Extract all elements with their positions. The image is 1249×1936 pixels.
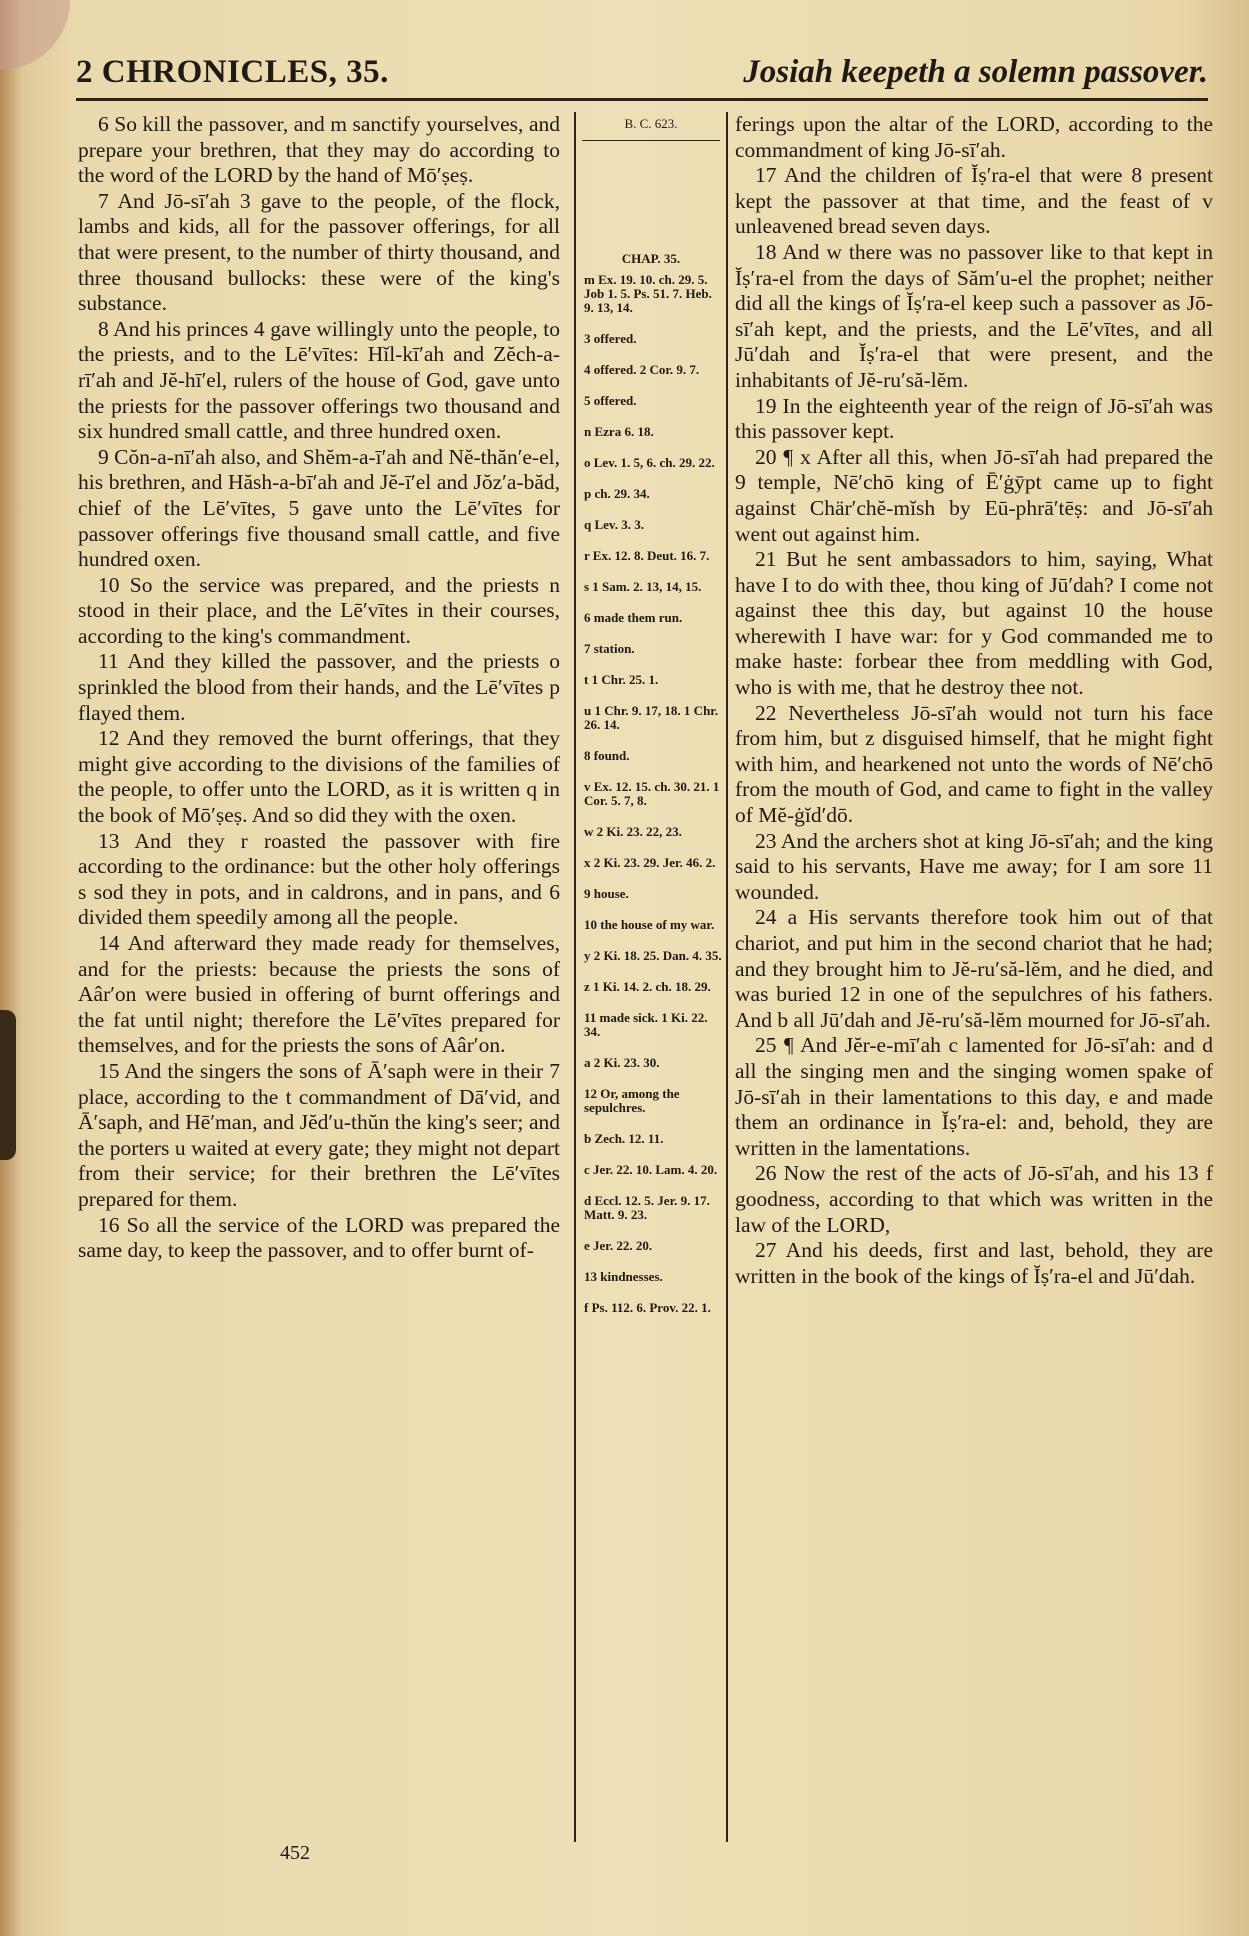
left-text-column bbox=[78, 112, 560, 1827]
verse: 15 And the singers the sons of Ā′saph were in their 7 place, according to the t commandment of Dā′vid, and Ā′saph, and Hē′man, and Jĕd′u-thŭn the king's seer; and the porters u waited at every gate; they might not depart from their service; for their brethren the Lē′vītes prepared for them. bbox=[78, 1058, 560, 1211]
verse: 14 And afterward they made ready for themselves, and for the priests: because the priests the sons of Aâr′on were busied in offering of burnt offerings and the fat until night; therefore the Lē′vītes prepared for themselves, and for the priests the sons of Aâr′on. bbox=[78, 931, 560, 1058]
verse: 23 And the archers shot at king Jō-sī′ah; and the king said to his servants, Have me away; for I am sore 11 wounded. bbox=[735, 828, 1213, 904]
chapter-label: CHAP. 35. bbox=[621, 251, 681, 266]
cross-reference: w 2 Ki. 23. 22, 23. bbox=[584, 824, 682, 839]
cross-reference: 3 offered. bbox=[584, 331, 637, 346]
verse: 9 Cŏn-a-nī′ah also, and Shĕm-a-ī′ah and Nĕ-thăn′e-el, his brethren, and Hăsh-a-bī′ah and Jĕ-ī′el and Jŏz′a-băd, chief of the Lē′vītes, 5 gave unto the Lē′vītes for passover offerings five thousand small cattle, and five hundred oxen. bbox=[78, 444, 560, 572]
thumb-index-tab bbox=[0, 1010, 16, 1160]
cross-reference: d Eccl. 12. 5. Jer. 9. 17. Matt. 9. 23. bbox=[584, 1193, 710, 1222]
running-header bbox=[76, 50, 1208, 101]
page-number: 452 bbox=[280, 1842, 310, 1864]
verse: 17 And the children of Ĭṣ′ra-el that were 8 present kept the passover at that time, and the feast of v unleavened bread seven days. bbox=[735, 163, 1213, 239]
verse: 16 So all the service of the LORD was prepared the same day, to keep the passover, and to offer burnt of- bbox=[78, 1212, 560, 1263]
verse: 7 And Jō-sī′ah 3 gave to the people, of the flock, lambs and kids, all for the passover offerings, for all that were present, to the number of thirty thousand, and three thousand bullocks: these were of the king's substance. bbox=[78, 188, 560, 316]
cross-reference: f Ps. 112. 6. Prov. 22. 1. bbox=[584, 1300, 711, 1315]
verse: 19 In the eighteenth year of the reign of Jō-sī′ah was this passover kept. bbox=[735, 393, 1213, 444]
cross-reference: 5 offered. bbox=[584, 393, 637, 408]
corner-stain bbox=[0, 0, 70, 70]
cross-reference: s 1 Sam. 2. 13, 14, 15. bbox=[584, 579, 702, 594]
center-reference-column bbox=[574, 112, 728, 1842]
cross-reference: o Lev. 1. 5, 6. ch. 29. 22. bbox=[584, 455, 715, 470]
cross-reference: n Ezra 6. 18. bbox=[584, 424, 654, 439]
cross-reference: 7 station. bbox=[584, 641, 635, 656]
cross-reference: c Jer. 22. 10. Lam. 4. 20. bbox=[584, 1162, 718, 1177]
right-text-column bbox=[735, 112, 1213, 1857]
verse: 18 And w there was no passover like to that kept in Ĭṣ′ra-el from the days of Săm′u-el the prophet; neither did all the kings of Ĭṣ′ra-el keep such a passover as Jō-sī′ah kept, and the priests, and the Lē′vītes, and all Jū′dah and Ĭṣ′ra-el that were present, and the inhabitants of Jĕ-ru′să-lĕm. bbox=[735, 239, 1213, 392]
cross-reference-list bbox=[576, 273, 726, 1315]
verse: 24 a His servants therefore took him out of that chariot, and put him in the second chariot that he had; and they brought him to Jĕ-ru′să-lĕm, and he died, and was buried 12 in one of the sepulchres of his fathers. And b all Jū′dah and Jĕ-ru′să-lĕm mourned for Jō-sī′ah. bbox=[735, 905, 1213, 1032]
date-marker: B. C. 623. bbox=[582, 112, 720, 141]
verse: 22 Nevertheless Jō-sī′ah would not turn his face from him, but z disguised himself, that he might fight with him, and hearkened not unto the words of Nē′chō from the mouth of God, and came to fight in the valley of Mĕ-ġĭd′dō. bbox=[735, 700, 1213, 828]
cross-reference: y 2 Ki. 18. 25. Dan. 4. 35. bbox=[584, 948, 722, 963]
cross-reference: 6 made them run. bbox=[584, 610, 683, 625]
verse: 11 And they killed the passover, and the priests o sprinkled the blood from their hands, and the Lē′vītes p flayed them. bbox=[78, 649, 560, 725]
verse: 6 So kill the passover, and m sanctify yourselves, and prepare your brethren, that they may do according to the word of the LORD by the hand of Mō′ṣeṣ. bbox=[78, 112, 560, 188]
verse: 27 And his deeds, first and last, behold, they are written in the book of the kings of Ĭṣ′ra-el and Jū′dah. bbox=[735, 1238, 1213, 1288]
cross-reference: x 2 Ki. 23. 29. Jer. 46. 2. bbox=[584, 855, 716, 870]
cross-reference: p ch. 29. 34. bbox=[584, 486, 650, 501]
verse: 13 And they r roasted the passover with fire according to the ordinance: but the other holy offerings s sod they in pots, and in caldrons, and in pans, and 6 divided them speedily among all the people. bbox=[78, 828, 560, 930]
cross-reference: 13 kindnesses. bbox=[584, 1269, 663, 1284]
cross-reference: r Ex. 12. 8. Deut. 16. 7. bbox=[584, 548, 710, 563]
cross-reference: 10 the house of my war. bbox=[584, 917, 715, 932]
chapter-summary: Josiah keepeth a solemn passover. bbox=[743, 54, 1208, 90]
cross-reference: 4 offered. 2 Cor. 9. 7. bbox=[584, 362, 700, 377]
verse: 26 Now the rest of the acts of Jō-sī′ah, and his 13 f goodness, according to that which was written in the law of the LORD, bbox=[735, 1161, 1213, 1237]
cross-reference: 8 found. bbox=[584, 748, 630, 763]
cross-reference: b Zech. 12. 11. bbox=[584, 1131, 664, 1146]
cross-reference: q Lev. 3. 3. bbox=[584, 517, 644, 532]
verse: 10 So the service was prepared, and the priests n stood in their place, and the Lē′vītes in their courses, according to the king's commandment. bbox=[78, 572, 560, 648]
cross-reference: e Jer. 22. 20. bbox=[584, 1238, 653, 1253]
page-edge-shadow bbox=[0, 0, 22, 1936]
cross-reference: 12 Or, among the sepulchres. bbox=[584, 1086, 680, 1115]
cross-reference: 11 made sick. 1 Ki. 22. 34. bbox=[584, 1010, 708, 1039]
book-chapter-title: 2 CHRONICLES, 35. bbox=[76, 54, 389, 90]
cross-reference: z 1 Ki. 14. 2. ch. 18. 29. bbox=[584, 979, 711, 994]
verse: 21 But he sent ambassadors to him, saying, What have I to do with thee, thou king of Jū′dah? I come not against thee this day, but against 10 the house wherewith I have war: for y God commanded me to make haste: forbear thee from meddling with God, who is with me, that he destroy thee not. bbox=[735, 547, 1213, 700]
verse: ferings upon the altar of the LORD, according to the commandment of king Jō-sī′ah. bbox=[735, 112, 1213, 162]
verse: 20 ¶ x After all this, when Jō-sī′ah had prepared the 9 temple, Nē′chō king of Ē′ġȳpt came up to fight against Chär′chĕ-mĭsh by Eū-phrā′tēṣ: and Jō-sī′ah went out against him. bbox=[735, 444, 1213, 546]
verse: 12 And they removed the burnt offerings, that they might give according to the divisions of the families of the people, to offer unto the LORD, as it is written q in the book of Mō′ṣeṣ. And so did they with the oxen. bbox=[78, 726, 560, 828]
cross-reference: v Ex. 12. 15. ch. 30. 21. 1 Cor. 5. 7, 8. bbox=[584, 779, 720, 808]
cross-reference: m Ex. 19. 10. ch. 29. 5. Job 1. 5. Ps. 51. 7. Heb. 9. 13, 14. bbox=[584, 272, 712, 315]
verse: 8 And his princes 4 gave willingly unto the people, to the priests, and to the Lē′vītes: Hĭl-kī′ah and Zĕch-a-rī′ah and Jĕ-hī′el, rulers of the house of God, gave unto the priests for the passover offerings two thousand and six hundred small cattle, and three hundred oxen. bbox=[78, 316, 560, 444]
cross-reference: u 1 Chr. 9. 17, 18. 1 Chr. 26. 14. bbox=[584, 703, 719, 732]
cross-reference: 9 house. bbox=[584, 886, 629, 901]
verse: 25 ¶ And Jĕr-e-mī′ah c lamented for Jō-sī′ah: and d all the singing men and the singing women spake of Jō-sī′ah in their lamentations to this day, e and made them an ordinance in Ĭṣ′ra-el: and, behold, they are written in the lamentations. bbox=[735, 1033, 1213, 1160]
cross-reference: a 2 Ki. 23. 30. bbox=[584, 1055, 660, 1070]
cross-reference: t 1 Chr. 25. 1. bbox=[584, 672, 659, 687]
